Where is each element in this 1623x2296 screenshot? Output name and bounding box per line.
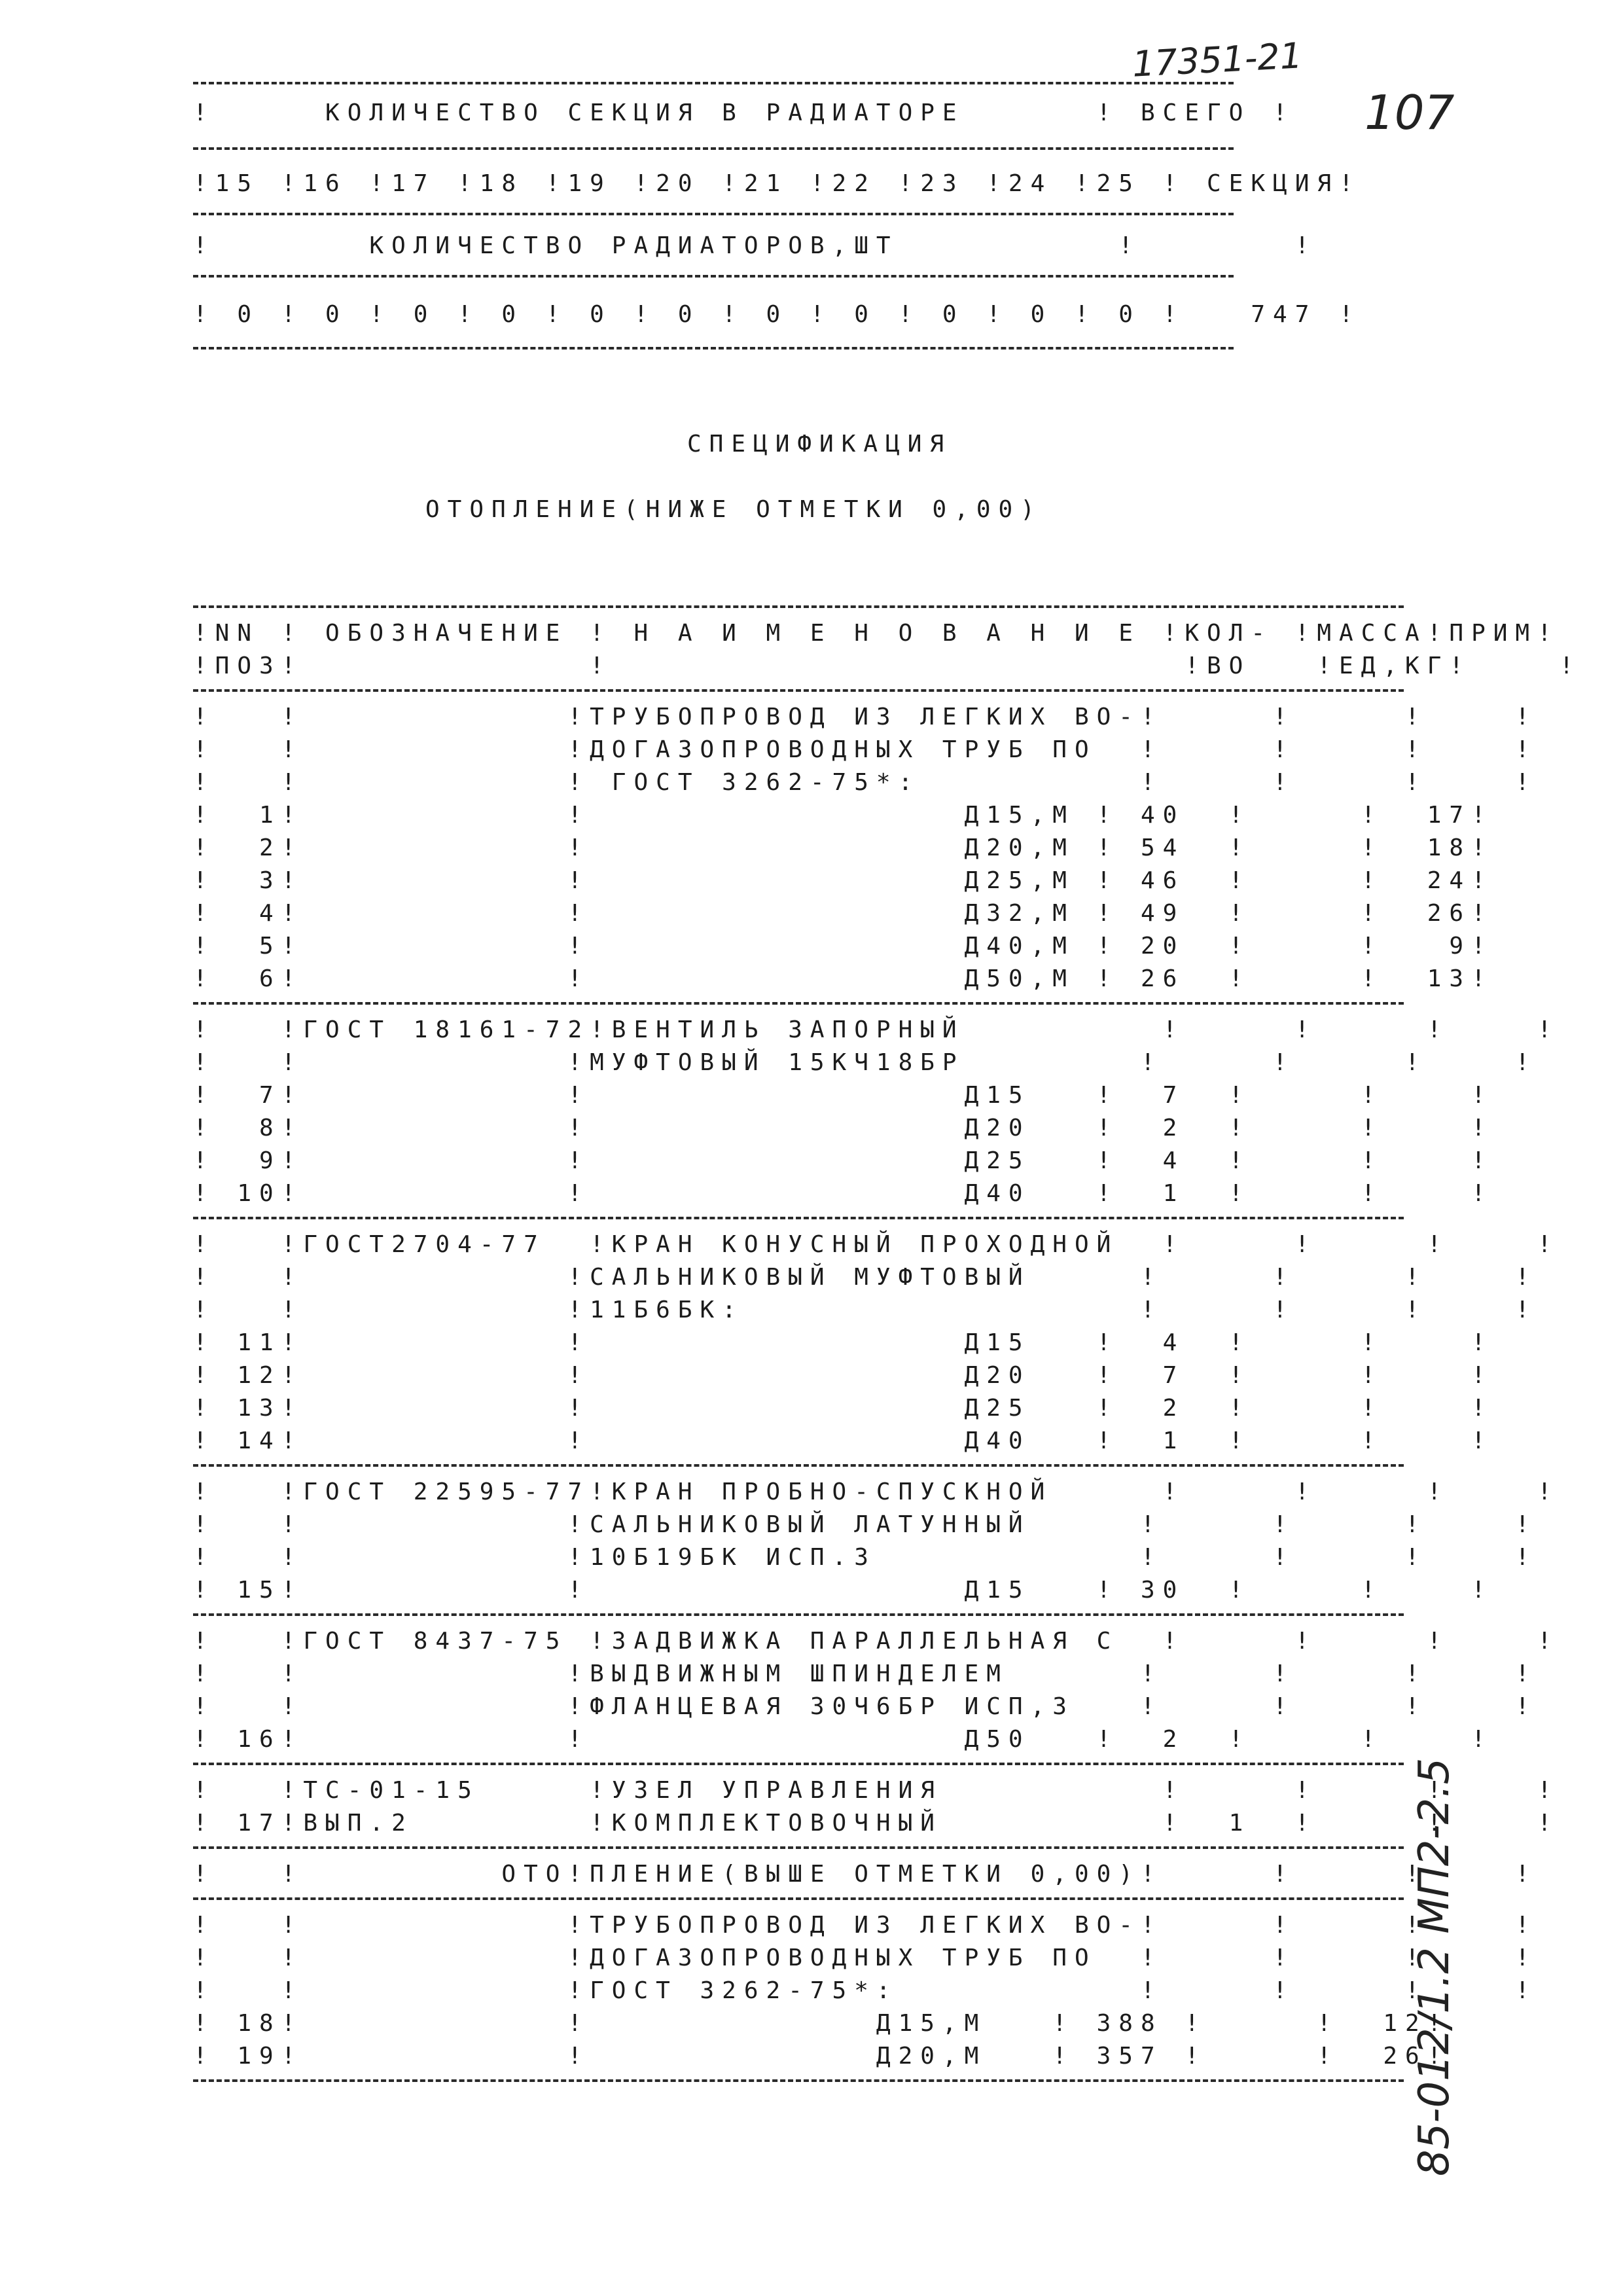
table-row: ! !ГОСТ 8437-75 !ЗАДВИЖКА ПАРАЛЛЕЛЬНАЯ С ! ! ! !: [193, 1628, 1560, 1655]
section-table-rule: [193, 147, 1234, 150]
table-header-line: !NN ! ОБОЗНАЧЕНИЕ ! Н А И М Е Н О В А Н И Е !КОЛ- !МАССА!ПРИМ!: [193, 620, 1560, 647]
table-row: ! !ГОСТ 18161-72!ВЕНТИЛЬ ЗАПОРНЫЙ ! ! ! !: [193, 1016, 1560, 1043]
table-row: ! 15! ! Д15 ! 30 ! ! !: [193, 1577, 1493, 1604]
table-row: ! 13! ! Д25 ! 2 ! ! !: [193, 1395, 1493, 1422]
table-rule: [193, 1613, 1404, 1616]
table-row: ! ! ! ГОСТ 3262-75*: ! ! ! !: [193, 769, 1538, 796]
spec-title: СПЕЦИФИКАЦИЯ: [687, 431, 952, 457]
section-table-row: ! КОЛИЧЕСТВО РАДИАТОРОВ,ШТ ! !: [193, 232, 1317, 259]
table-row: ! 3! ! Д25,М ! 46 ! ! 24!: [193, 867, 1493, 894]
section-table-rule: [193, 275, 1234, 278]
table-row: ! 6! ! Д50,М ! 26 ! ! 13!: [193, 965, 1493, 992]
page-number: 107: [1364, 85, 1455, 140]
table-row: ! ! !ВЫДВИЖНЫМ ШПИНДЕЛЕМ ! ! ! !: [193, 1660, 1538, 1687]
section-table-rule: [193, 82, 1234, 84]
table-row: ! 19! ! Д20,М ! 357 ! ! 26!: [193, 2043, 1450, 2070]
section-table-row: ! КОЛИЧЕСТВО СЕКЦИЯ В РАДИАТОРЕ ! ВСЕГО !: [193, 99, 1295, 126]
table-rule: [193, 1846, 1404, 1849]
table-row: ! ! !10Б19БК ИСП.3 ! ! ! !: [193, 1544, 1538, 1571]
table-row: ! ! !ДОГАЗОПРОВОДНЫХ ТРУБ ПО ! ! ! !: [193, 1945, 1538, 1971]
table-row: ! ! !МУФТОВЫЙ 15КЧ18БР ! ! ! !: [193, 1049, 1538, 1076]
table-rule: [193, 1464, 1404, 1467]
table-row: ! 11! ! Д15 ! 4 ! ! !: [193, 1329, 1493, 1356]
table-row: ! ! !ТРУБОПРОВОД ИЗ ЛЕГКИХ ВО-! ! ! !: [193, 1912, 1538, 1939]
table-rule: [193, 1217, 1404, 1219]
table-row: ! ! !ФЛАНЦЕВАЯ 30Ч6БР ИСП,3 ! ! ! !: [193, 1693, 1538, 1720]
table-row: ! ! ОТО!ПЛЕНИЕ(ВЫШЕ ОТМЕТКИ 0,00)! ! ! !: [193, 1861, 1538, 1888]
table-row: ! 1! ! Д15,М ! 40 ! ! 17!: [193, 802, 1493, 829]
table-row: ! 12! ! Д20 ! 7 ! ! !: [193, 1362, 1493, 1389]
table-row: ! ! !ДОГАЗОПРОВОДНЫХ ТРУБ ПО ! ! ! !: [193, 736, 1538, 763]
table-row: ! 10! ! Д40 ! 1 ! ! !: [193, 1180, 1493, 1207]
table-row: ! ! !САЛЬНИКОВЫЙ МУФТОВЫЙ ! ! ! !: [193, 1264, 1538, 1291]
table-row: ! ! !САЛЬНИКОВЫЙ ЛАТУННЫЙ ! ! ! !: [193, 1511, 1538, 1538]
document-number: 17351-21: [1131, 35, 1304, 85]
table-row: ! !ГОСТ 22595-77!КРАН ПРОБНО-СПУСКНОЙ ! ! ! !: [193, 1479, 1560, 1505]
table-row: ! 18! ! Д15,М ! 388 ! ! 12!: [193, 2010, 1450, 2037]
table-row: ! 16! ! Д50 ! 2 ! ! !: [193, 1726, 1493, 1753]
table-row: ! ! !11Б6БК: ! ! ! !: [193, 1297, 1538, 1323]
section-table-row: !15 !16 !17 !18 !19 !20 !21 !22 !23 !24 !25 ! СЕКЦИЯ!: [193, 170, 1361, 197]
spec-subtitle: ОТОПЛЕНИЕ(НИЖЕ ОТМЕТКИ 0,00): [425, 496, 1043, 523]
side-document-code: 85-012/1.2 МП2-2.5: [1410, 1757, 1459, 2176]
table-rule: [193, 1897, 1404, 1900]
table-row: ! 17!ВЫП.2 !КОМПЛЕКТОВОЧНЫЙ ! 1 ! ! !: [193, 1810, 1560, 1837]
table-rule: [193, 1763, 1404, 1765]
table-row: ! ! !ТРУБОПРОВОД ИЗ ЛЕГКИХ ВО-! ! ! !: [193, 704, 1538, 730]
table-rule: [193, 2079, 1404, 2082]
table-row: ! 14! ! Д40 ! 1 ! ! !: [193, 1427, 1493, 1454]
table-row: ! 5! ! Д40,М ! 20 ! ! 9!: [193, 933, 1493, 960]
table-rule: [193, 1002, 1404, 1005]
table-rule: [193, 605, 1404, 608]
section-table-row: ! 0 ! 0 ! 0 ! 0 ! 0 ! 0 ! 0 ! 0 ! 0 ! 0 ! 0 ! 747 !: [193, 301, 1361, 328]
table-row: ! !ТС-01-15 !УЗЕЛ УПРАВЛЕНИЯ ! ! ! !: [193, 1777, 1560, 1804]
table-rule: [193, 689, 1404, 692]
table-row: ! 8! ! Д20 ! 2 ! ! !: [193, 1115, 1493, 1141]
table-row: ! ! !ГОСТ 3262-75*: ! ! ! !: [193, 1977, 1538, 2004]
section-table-rule: [193, 347, 1234, 350]
section-table-rule: [193, 213, 1234, 215]
table-row: ! 4! ! Д32,М ! 49 ! ! 26!: [193, 900, 1493, 927]
table-header-line: !ПОЗ! ! !ВО !ЕД,КГ! !: [193, 653, 1582, 679]
table-row: ! !ГОСТ2704-77 !КРАН КОНУСНЫЙ ПРОХОДНОЙ ! ! ! !: [193, 1231, 1560, 1258]
table-row: ! 7! ! Д15 ! 7 ! ! !: [193, 1082, 1493, 1109]
table-row: ! 9! ! Д25 ! 4 ! ! !: [193, 1147, 1493, 1174]
table-row: ! 2! ! Д20,М ! 54 ! ! 18!: [193, 834, 1493, 861]
